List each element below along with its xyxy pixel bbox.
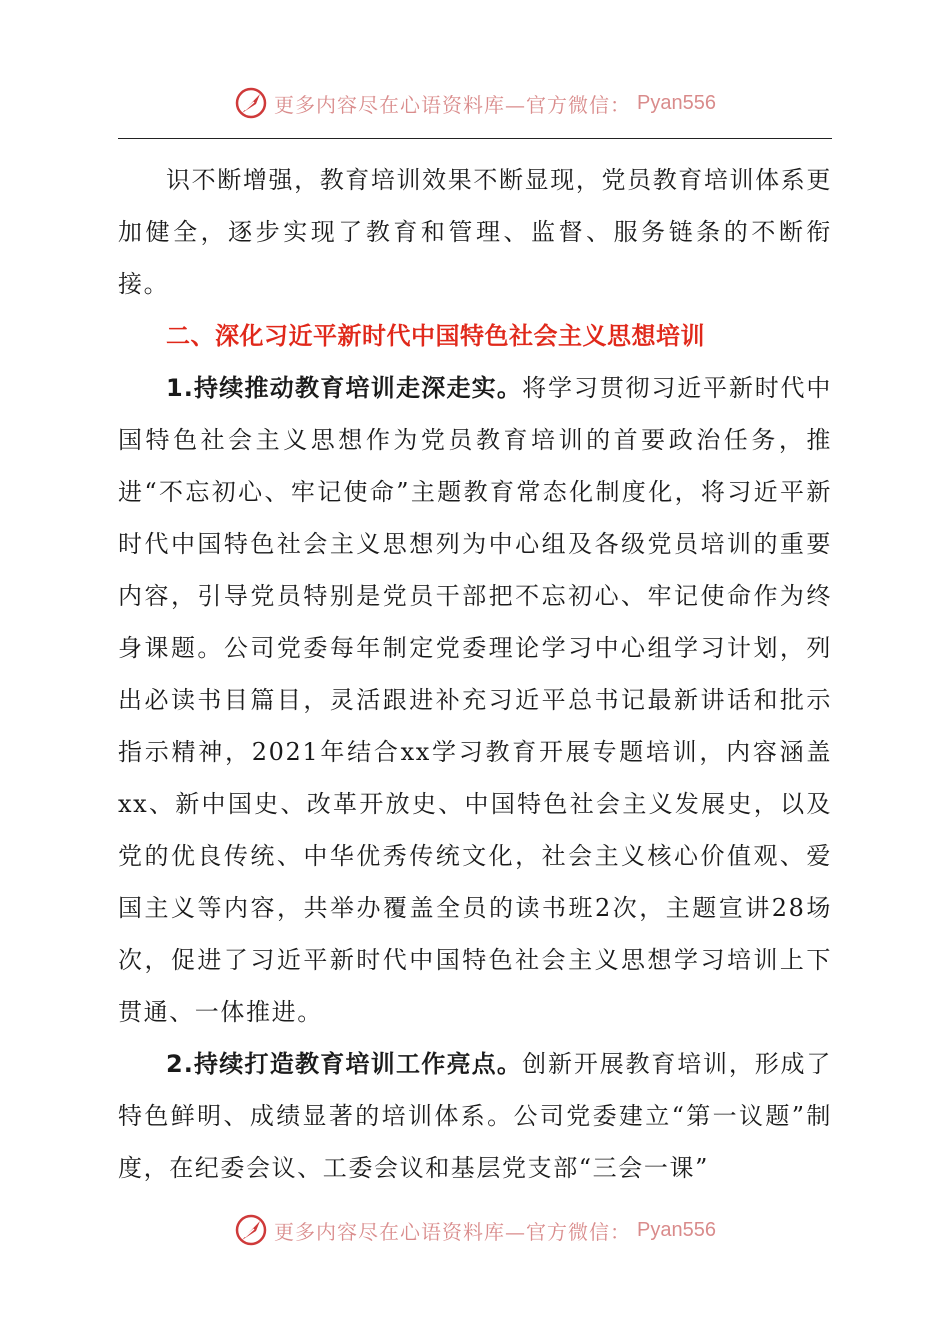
item2-paragraph [118,1038,832,1194]
item1-body: 将学习贯彻习近平新时代中国特色社会主义思想作为党员教育培训的首要政治任务，推进“不忘初心、牢记使命”主题教育常态化制度化，将习近平新时代中国特色社会主义思想列为中心组及各级党员培训的重要内容，引导党员特别是党员干部把不忘初心、牢记使命作为终身课题。公司党委每年制定党委理论学习中心组学习计划，列出必读书目篇目，灵活跟进补充习近平总书记最新讲话和批示指示精神，2021年结合xx学习教育开展专题培训，内容涵盖xx、新中国史、改革开放史、中国特色社会主义发展史，以及党的优良传统、中华优秀传统文化，社会主义核心价值观、爱国主义等内容，共举办覆盖全员的读书班2次，主题宣讲28场次，促进了习近平新时代中国特色社会主义思想学习培训上下贯通、一体推进。 [118,374,832,1026]
quill-logo-icon [234,1213,268,1247]
document-body [118,154,832,1194]
header-rule [118,138,832,139]
item2-body: 创新开展教育培训，形成了特色鲜明、成绩显著的培训体系。公司党委建立“第一议题”制度，在纪委会议、工委会议和基层党支部“三会一课” [118,1050,832,1182]
header-watermark [0,86,950,120]
item1-lead: 1.持续推动教育培训走深走实。 [166,374,523,402]
footer-watermark [0,1213,950,1247]
watermark-handle: Pyan556 [637,91,716,114]
watermark-text: 更多内容尽在心语资料库—官方微信： [274,1219,632,1244]
item2-lead: 2.持续打造教育培训工作亮点。 [166,1050,523,1078]
quill-logo-icon [234,86,268,120]
watermark-handle: Pyan556 [637,1218,716,1241]
continuation-paragraph: 识不断增强，教育培训效果不断显现，党员教育培训体系更加健全，逐步实现了教育和管理、监督、服务链条的不断衔接。 [118,166,832,298]
item1-paragraph [118,362,832,1038]
section-heading: 二、深化习近平新时代中国特色社会主义思想培训 [166,322,705,350]
watermark-text: 更多内容尽在心语资料库—官方微信： [274,92,632,117]
